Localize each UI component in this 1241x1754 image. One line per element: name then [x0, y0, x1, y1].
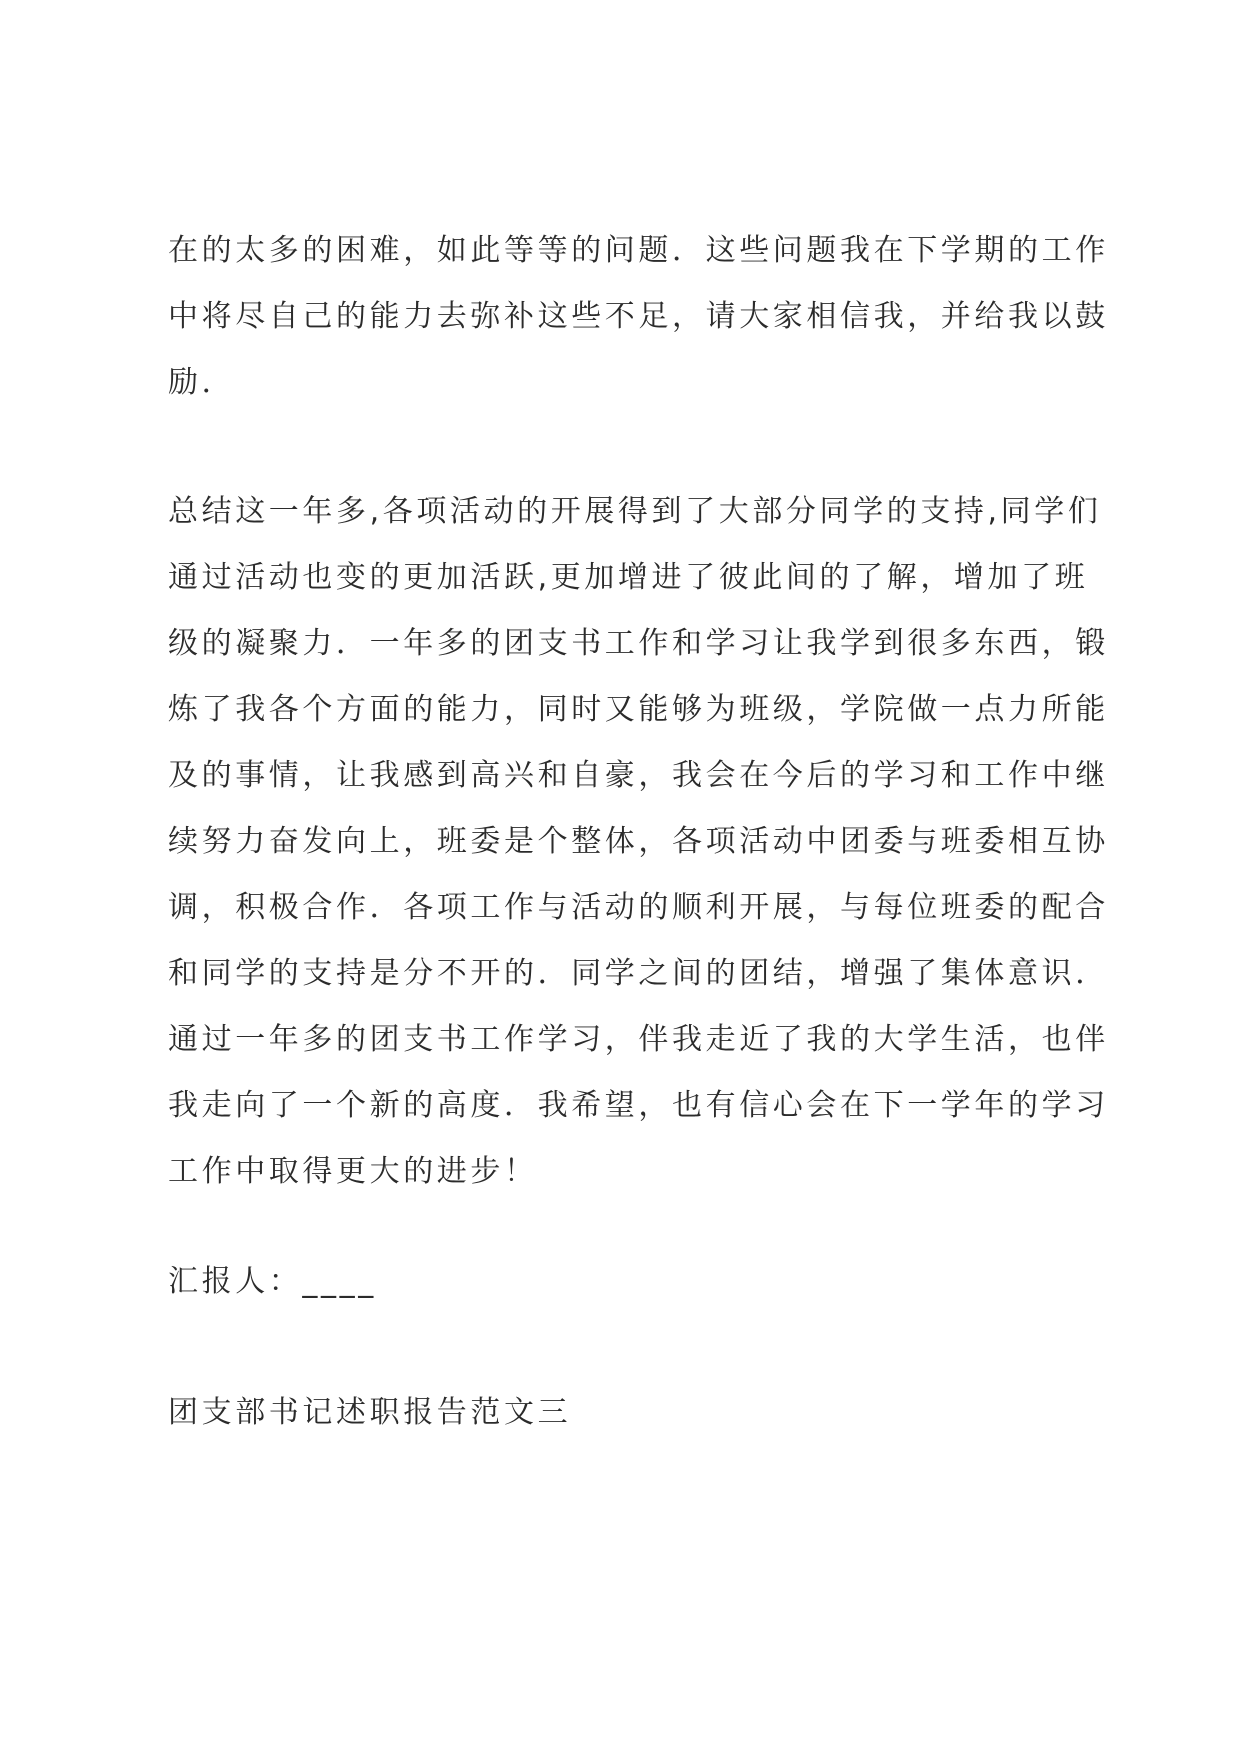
text-line: 级的凝聚力．一年多的团支书工作和学习让我学到很多东西，锻 [168, 626, 1109, 661]
text-line: 及的事情，让我感到高兴和自豪，我会在今后的学习和工作中继 [168, 758, 1109, 793]
text-line: 汇报人：____ [168, 1264, 377, 1299]
text-line: 调，积极合作．各项工作与活动的顺利开展，与每位班委的配合 [168, 890, 1109, 925]
paragraph-summary [168, 479, 1109, 1205]
text-line: 工作中取得更大的进步！ [168, 1154, 538, 1189]
section-heading [168, 1380, 1088, 1446]
paragraph-closing-remarks [168, 218, 1109, 416]
text-line: 通过一年多的团支书工作学习，伴我走近了我的大学生活，也伴 [168, 1022, 1109, 1057]
text-line: 续努力奋发向上，班委是个整体，各项活动中团委与班委相互协 [168, 824, 1109, 859]
text-line: 总结这一年多,各项活动的开展得到了大部分同学的支持,同学们 [168, 494, 1102, 529]
text-line: 在的太多的困难，如此等等的问题．这些问题我在下学期的工作 [168, 233, 1109, 268]
text-line: 中将尽自己的能力去弥补这些不足，请大家相信我，并给我以鼓 [168, 299, 1109, 334]
text-line: 励． [168, 365, 236, 400]
text-line: 炼了我各个方面的能力，同时又能够为班级，学院做一点力所能 [168, 692, 1109, 727]
reporter-signature-line [168, 1249, 1088, 1315]
text-line: 团支部书记述职报告范文三 [168, 1395, 572, 1430]
text-line: 和同学的支持是分不开的．同学之间的团结，增强了集体意识． [168, 956, 1109, 991]
text-line: 我走向了一个新的高度．我希望，也有信心会在下一学年的学习 [168, 1088, 1109, 1123]
text-line: 通过活动也变的更加活跃,更加增进了彼此间的了解，增加了班 [168, 560, 1089, 595]
